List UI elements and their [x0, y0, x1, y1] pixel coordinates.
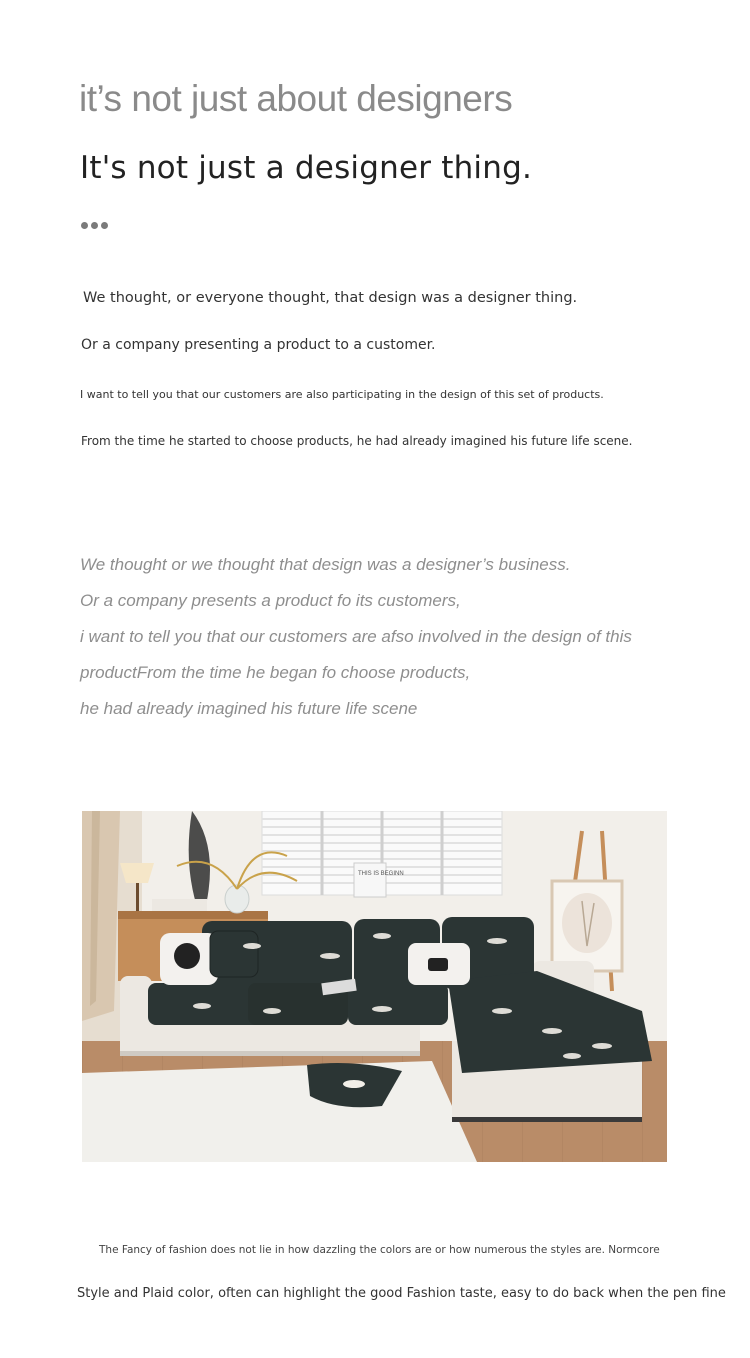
italic-line-4: productFrom the time he began fo choose products, [80, 663, 471, 682]
sofa-photo [82, 811, 667, 1162]
intro-line-1: We thought, or everyone thought, that design was a designer thing. [83, 290, 578, 306]
footer-line-2: Style and Plaid color, often can highlight the good Fashion taste, easy to do back when the pen fine [77, 1286, 726, 1301]
heading-dark: It's not just a designer thing. [80, 150, 533, 186]
italic-line-3: i want to tell you that our customers are afso involved in the design of this [80, 627, 632, 646]
ellipsis-dots-icon [81, 222, 108, 229]
heading-light: it’s not just about designers [79, 78, 513, 119]
footer-line-1: The Fancy of fashion does not lie in how dazzling the colors are or how numerous the styles are. Normcore [99, 1244, 660, 1256]
italic-line-2: Or a company presents a product fo its customers, [80, 591, 461, 610]
intro-line-2: Or a company presenting a product to a customer. [81, 337, 436, 353]
intro-line-3: I want to tell you that our customers are also participating in the design of this set of products. [80, 388, 604, 401]
italic-line-1: We thought or we thought that design was a designer’s business. [80, 555, 571, 574]
intro-line-4: From the time he started to choose products, he had already imagined his future life scene. [81, 434, 633, 448]
poster-text: THIS IS BEGINN [358, 871, 404, 877]
italic-line-5: he had already imagined his future life scene [80, 699, 418, 718]
